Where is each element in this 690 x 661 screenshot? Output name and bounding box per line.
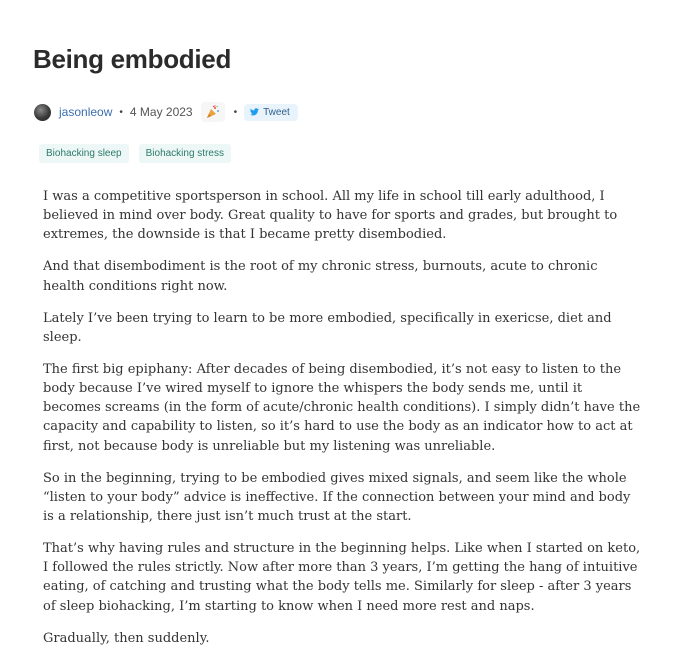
separator-dot: • (233, 106, 238, 118)
post-date: 4 May 2023 (129, 105, 193, 119)
tag-list (39, 144, 231, 163)
tweet-label: Tweet (263, 106, 290, 118)
paragraph: Lately I’ve been trying to learn to be more embodied, specifically in exericse, diet and sleep. (43, 310, 612, 345)
paragraph: So in the beginning, trying to be embodied gives mixed signals, and seem like the whole “listen to your body” advice is ineffective. If the connection between your mind and body is a relationship, there just isn’t much trust at the start. (43, 470, 631, 525)
post-meta (34, 102, 298, 122)
tag-biohacking-sleep[interactable]: Biohacking sleep (39, 144, 129, 163)
post-title: Being embodied (33, 44, 232, 74)
twitter-bird-icon (250, 108, 259, 116)
post-body (43, 187, 643, 661)
paragraph: The first big epiphany: After decades of being disembodied, it’s not easy to listen to the body because I’ve wired myself to ignore the whispers the body sends me, until it becomes screams (in the form of acute/chronic health conditions). I simply didn’t have the capacity and capability to listen, so it’s hard to use the body as an indicator how to act at first, not because body is unreliable but my listening was unreliable. (43, 361, 641, 454)
paragraph: That’s why having rules and structure in the beginning helps. Like when I started on keto, I followed the rules strictly. Now after more than 3 years, I’m getting the hang of intuitive eating, of catching and trusting what the body tells me. Similarly for sleep - after 3 years of sleep biohacking, I’m starting to know when I need more rest and naps. (43, 541, 641, 614)
paragraph: I was a competitive sportsperson in school. All my life in school till early adulthood, I believed in mind over body. Great quality to have for sports and grades, but brought to extremes, the downside is that I became pretty disembodied. (43, 189, 618, 243)
avatar[interactable] (34, 104, 51, 121)
party-popper-icon[interactable] (201, 102, 225, 122)
paragraph: Gradually, then suddenly. (43, 630, 210, 646)
tweet-button[interactable] (244, 104, 298, 121)
paragraph: And that disembodiment is the root of my chronic stress, burnouts, acute to chronic health conditions right now. (43, 259, 598, 294)
separator-dot: • (119, 106, 123, 118)
tag-biohacking-stress[interactable]: Biohacking stress (139, 144, 231, 163)
author-link[interactable]: jasonleow (59, 105, 113, 119)
